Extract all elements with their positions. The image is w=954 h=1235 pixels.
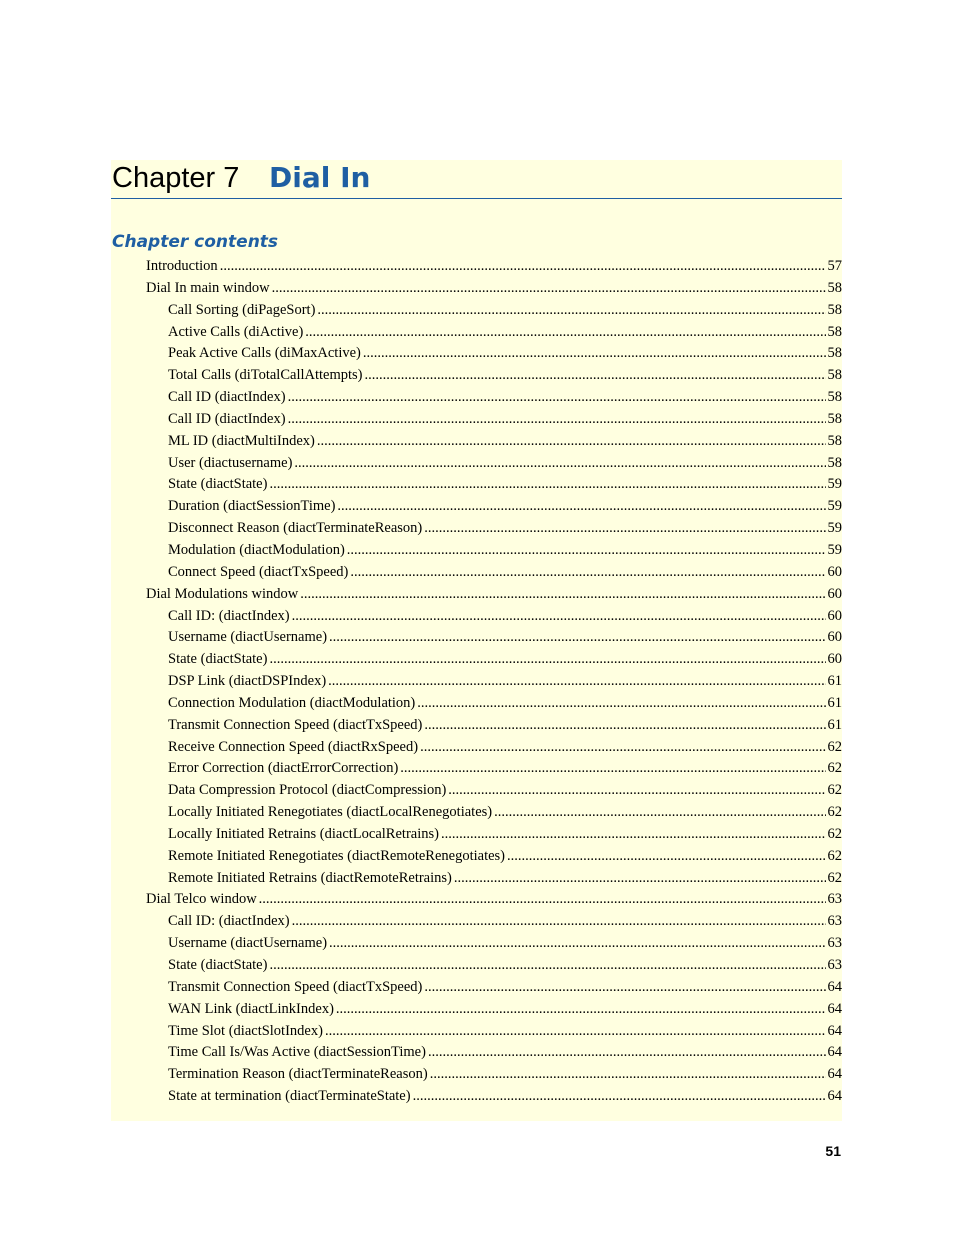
toc-entry-title: WAN Link (diactLinkIndex)	[168, 1000, 334, 1017]
toc-dot-leader	[350, 564, 825, 581]
toc-entry-title: Dial In main window	[146, 279, 270, 296]
toc-entry-title: Call ID (diactIndex)	[168, 389, 286, 406]
toc-entry-page: 61	[827, 716, 842, 733]
toc-dot-leader	[507, 848, 825, 865]
toc-entry[interactable]	[146, 608, 842, 630]
toc-entry[interactable]	[146, 498, 842, 520]
toc-entry[interactable]	[146, 870, 842, 892]
toc-entry-title: Remote Initiated Renegotiates (diactRemoteRenegotiates)	[168, 847, 506, 864]
toc-entry-title: Call Sorting (diPageSort)	[168, 301, 316, 318]
toc-dot-leader	[259, 891, 826, 908]
toc-entry-title: Username (diactUsername)	[168, 629, 328, 646]
toc-entry-page: 60	[827, 585, 842, 602]
toc-entry-page: 58	[827, 323, 842, 340]
toc-entry-title: Introduction	[146, 258, 218, 274]
toc-entry[interactable]	[146, 455, 842, 477]
toc-entry-page: 62	[827, 782, 842, 799]
toc-dot-leader	[454, 870, 826, 887]
toc-entry-title: Time Slot (diactSlotIndex)	[168, 1022, 323, 1039]
toc-entry-title: Transmit Connection Speed (diactTxSpeed)	[168, 716, 423, 733]
toc-entry-title: Total Calls (diTotalCallAttempts)	[168, 367, 363, 384]
toc-entry-page: 62	[827, 738, 842, 755]
toc-dot-leader	[317, 433, 826, 450]
toc-entry-title: State at termination (diactTerminateState)	[168, 1088, 411, 1105]
toc-dot-leader	[424, 717, 825, 734]
toc-entry-title: Error Correction (diactErrorCorrection)	[168, 760, 399, 777]
toc-dot-leader	[424, 979, 825, 996]
toc-entry-title: State (diactState)	[168, 476, 268, 493]
toc-entry-page: 62	[827, 804, 842, 821]
toc-dot-leader	[305, 324, 825, 341]
toc-entry[interactable]	[146, 826, 842, 848]
toc-dot-leader	[269, 957, 825, 974]
toc-entry-title: Modulation (diactModulation)	[168, 541, 345, 558]
toc-entry-page: 64	[827, 1044, 842, 1061]
toc-entry[interactable]	[146, 302, 842, 324]
toc-dot-leader	[292, 913, 826, 930]
toc-dot-leader	[220, 258, 826, 275]
toc-entry-title: Call ID: (diactIndex)	[168, 607, 290, 624]
toc-dot-leader	[494, 804, 825, 821]
toc-entry[interactable]	[146, 520, 842, 542]
toc-dot-leader	[288, 411, 826, 428]
toc-entry-title: Dial Modulations window	[146, 585, 299, 602]
toc-entry[interactable]	[146, 979, 842, 1001]
toc-entry-page: 58	[827, 389, 842, 406]
toc-entry[interactable]	[146, 1044, 842, 1066]
toc-entry[interactable]	[146, 564, 842, 586]
toc-entry[interactable]	[146, 476, 842, 498]
toc-entry-page: 58	[827, 279, 842, 296]
toc-entry[interactable]	[146, 1023, 842, 1045]
toc-dot-leader	[424, 520, 825, 537]
toc-entry-title: Data Compression Protocol (diactCompression)	[168, 782, 447, 799]
toc-entry-page: 59	[827, 498, 842, 515]
chapter-title: Dial In	[269, 161, 371, 194]
toc-dot-leader	[317, 302, 825, 319]
toc-entry-title: Time Call Is/Was Active (diactSessionTime)	[168, 1044, 426, 1061]
toc-entry-page: 62	[827, 760, 842, 777]
toc-dot-leader	[448, 782, 825, 799]
toc-entry[interactable]	[146, 782, 842, 804]
toc-entry-title: Receive Connection Speed (diactRxSpeed)	[168, 738, 419, 755]
toc-entry[interactable]	[146, 804, 842, 826]
toc-dot-leader	[269, 476, 825, 493]
toc-entry-title: Termination Reason (diactTerminateReason)	[168, 1066, 428, 1083]
toc-dot-leader	[365, 367, 826, 384]
toc-entry-page: 61	[827, 694, 842, 711]
toc-entry[interactable]	[146, 280, 842, 302]
toc-entry-page: 58	[827, 301, 842, 318]
toc-entry[interactable]	[146, 258, 842, 280]
toc-entry-page: 63	[827, 913, 842, 930]
toc-entry-page: 60	[827, 651, 842, 668]
toc-entry[interactable]	[146, 1088, 842, 1110]
toc-entry-title: Transmit Connection Speed (diactTxSpeed)	[168, 978, 423, 995]
toc-entry-page: 64	[827, 978, 842, 995]
toc-entry-page: 59	[827, 476, 842, 493]
toc-entry-title: Connection Modulation (diactModulation)	[168, 694, 416, 711]
toc-entry-title: State (diactState)	[168, 957, 268, 973]
toc-entry-page: 57	[827, 258, 842, 274]
toc-dot-leader	[430, 1066, 826, 1083]
toc-dot-leader	[347, 542, 826, 559]
toc-entry[interactable]	[146, 891, 842, 913]
toc-entry-title: Username (diactUsername)	[168, 935, 328, 952]
toc-entry-title: Disconnect Reason (diactTerminateReason)	[168, 520, 423, 537]
toc-entry-title: Duration (diactSessionTime)	[168, 498, 336, 515]
toc-entry-page: 63	[827, 935, 842, 952]
toc-entry-title: Locally Initiated Retrains (diactLocalRetrains)	[168, 825, 439, 842]
toc-entry[interactable]	[146, 542, 842, 564]
toc-entry[interactable]	[146, 345, 842, 367]
toc-entry[interactable]	[146, 629, 842, 651]
toc-dot-leader	[336, 1001, 826, 1018]
toc-entry-page: 60	[827, 629, 842, 646]
toc-entry[interactable]	[146, 935, 842, 957]
toc-entry-title: Active Calls (diActive)	[168, 323, 304, 340]
toc-dot-leader	[329, 935, 825, 952]
toc-entry-page: 58	[827, 345, 842, 362]
toc-entry-title: Call ID: (diactIndex)	[168, 913, 290, 930]
toc-entry[interactable]	[146, 586, 842, 608]
toc-dot-leader	[337, 498, 825, 515]
page-number: 51	[825, 1143, 841, 1159]
table-of-contents	[146, 258, 842, 1110]
toc-entry-page: 61	[827, 673, 842, 690]
toc-entry-title: ML ID (diactMultiIndex)	[168, 432, 315, 449]
toc-dot-leader	[441, 826, 826, 843]
toc-entry-title: Call ID (diactIndex)	[168, 410, 286, 427]
toc-entry[interactable]	[146, 848, 842, 870]
toc-dot-leader	[417, 695, 825, 712]
toc-entry[interactable]	[146, 695, 842, 717]
toc-entry-page: 58	[827, 432, 842, 449]
toc-entry[interactable]	[146, 1066, 842, 1088]
chapter-header	[111, 160, 842, 199]
toc-dot-leader	[400, 760, 825, 777]
toc-entry-page: 60	[827, 607, 842, 624]
toc-dot-leader	[329, 629, 825, 646]
toc-entry-page: 58	[827, 410, 842, 427]
toc-dot-leader	[288, 389, 826, 406]
toc-entry-title: Remote Initiated Retrains (diactRemoteRetrains)	[168, 869, 452, 886]
toc-dot-leader	[300, 586, 825, 603]
toc-entry[interactable]	[146, 651, 842, 673]
toc-entry-page: 63	[827, 957, 842, 973]
toc-entry[interactable]	[146, 760, 842, 782]
toc-dot-leader	[328, 673, 825, 690]
toc-dot-leader	[413, 1088, 826, 1105]
toc-dot-leader	[325, 1023, 826, 1040]
toc-entry-page: 64	[827, 1022, 842, 1039]
toc-entry-page: 58	[827, 454, 842, 471]
chapter-label: Chapter 7	[112, 162, 240, 194]
toc-dot-leader	[292, 608, 826, 625]
toc-entry-page: 64	[827, 1088, 842, 1105]
toc-dot-leader	[420, 739, 825, 756]
toc-entry[interactable]	[146, 324, 842, 346]
toc-entry-page: 60	[827, 563, 842, 580]
toc-entry[interactable]	[146, 1001, 842, 1023]
toc-entry-page: 59	[827, 541, 842, 558]
toc-entry-page: 58	[827, 367, 842, 384]
toc-entry-title: State (diactState)	[168, 651, 268, 668]
toc-entry-page: 64	[827, 1000, 842, 1017]
toc-entry-page: 63	[827, 891, 842, 908]
toc-entry[interactable]	[146, 411, 842, 433]
toc-entry-page: 62	[827, 847, 842, 864]
toc-entry-title: Connect Speed (diactTxSpeed)	[168, 563, 349, 580]
toc-entry[interactable]	[146, 673, 842, 695]
toc-dot-leader	[272, 280, 826, 297]
toc-entry-title: Locally Initiated Renegotiates (diactLocalRenegotiates)	[168, 804, 493, 821]
toc-entry-page: 62	[827, 869, 842, 886]
toc-dot-leader	[294, 455, 825, 472]
toc-entry-title: Dial Telco window	[146, 891, 257, 908]
toc-dot-leader	[428, 1044, 826, 1061]
toc-entry[interactable]	[146, 433, 842, 455]
toc-entry[interactable]	[146, 913, 842, 935]
toc-entry-page: 64	[827, 1066, 842, 1083]
toc-entry-page: 62	[827, 825, 842, 842]
toc-entry-title: Peak Active Calls (diMaxActive)	[168, 345, 361, 362]
toc-entry[interactable]	[146, 957, 842, 979]
toc-entry[interactable]	[146, 717, 842, 739]
toc-entry-title: DSP Link (diactDSPIndex)	[168, 673, 327, 690]
toc-dot-leader	[363, 345, 826, 362]
toc-entry[interactable]	[146, 389, 842, 411]
toc-entry[interactable]	[146, 739, 842, 761]
toc-entry-title: User (diactusername)	[168, 454, 293, 471]
toc-entry-page: 59	[827, 520, 842, 537]
toc-entry[interactable]	[146, 367, 842, 389]
toc-dot-leader	[269, 651, 825, 668]
contents-heading: Chapter contents	[112, 232, 279, 252]
